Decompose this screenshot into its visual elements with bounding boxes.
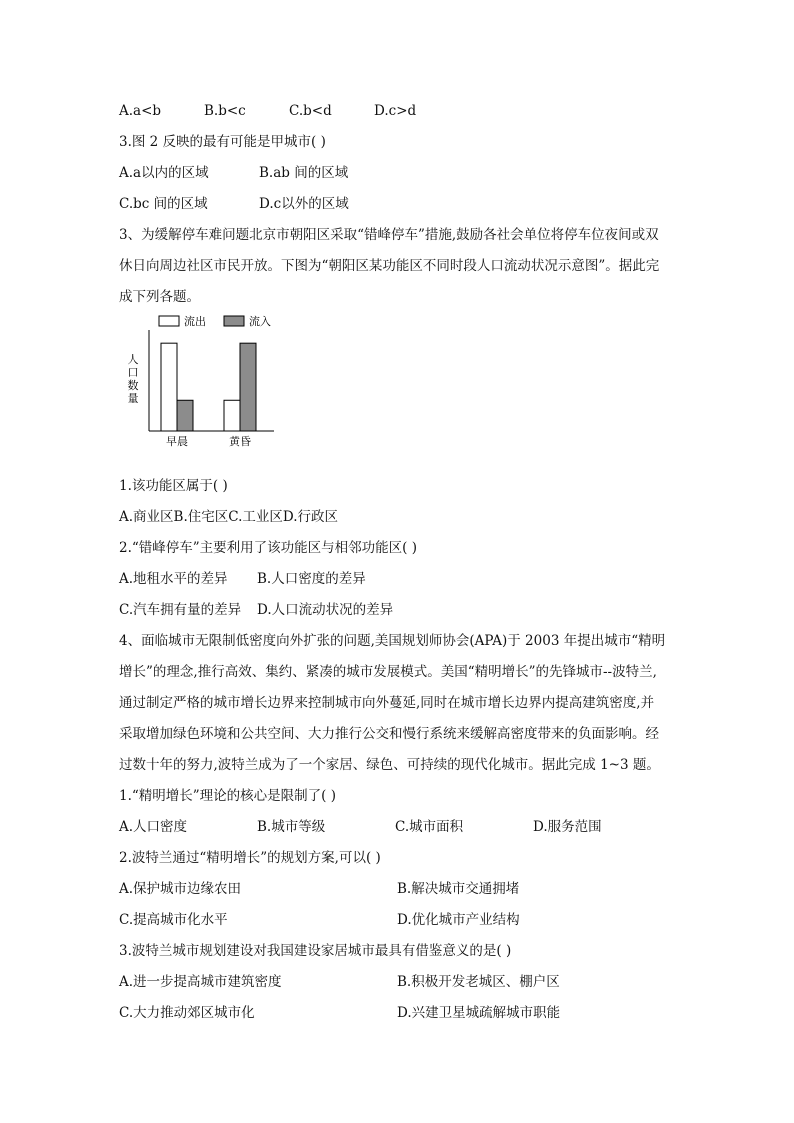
question-text: 1.“精明增长”理论的核心是限制了( ) [119,788,337,804]
legend-label-inflow: 流入 [249,315,271,328]
option-d: D.兴建卫星城疏解城市职能 [397,1005,561,1021]
legend-label-outflow: 流出 [184,315,206,328]
paragraph-line: 通过制定严格的城市增长边界来控制城市向外蔓延,同时在城市增长边界内提高建筑密度,并 [119,695,655,711]
bar-1-1 [240,343,256,431]
option-b: B.解决城市交通拥堵 [397,881,520,897]
answer-options-row [119,812,679,843]
population-flow-chart [119,313,679,471]
answer-options-row [119,595,679,626]
option-a: A.a<b [119,103,162,119]
question-text: 1.该功能区属于( ) [119,478,228,494]
question-text: 2.波特兰通过“精明增长”的规划方案,可以( ) [119,850,381,866]
answer-options-row [119,905,679,936]
answer-options-row [119,158,679,189]
answer-options-row [119,874,679,905]
option-b: B.b<c [204,103,246,119]
document-content [119,96,679,1029]
answer-options-row [119,96,679,127]
chart-svg [119,313,289,471]
option-d: D.人口流动状况的差异 [257,602,394,618]
bar-0-1 [177,400,193,431]
option-c: C.提高城市化水平 [119,912,228,928]
option-a: A.保护城市边缘农田 [119,881,242,897]
option-c: C.大力推动郊区城市化 [119,1005,255,1021]
option-b: B.ab 间的区域 [259,165,349,181]
option-b: B.积极开发老城区、棚户区 [397,974,560,990]
bar-0-0 [161,343,177,431]
y-axis-label: 人口数量 [127,353,139,405]
paragraph-line: 增长”的理念,推行高效、集约、紧凑的城市发展模式。美国“精明增长”的先锋城市--波特兰, [119,664,657,680]
x-tick-label: 黄昏 [229,435,251,448]
option-d: D.服务范围 [533,819,602,835]
option-b: B.人口密度的差异 [257,571,366,587]
option-d: D.优化城市产业结构 [397,912,520,928]
legend-swatch-outflow [159,316,179,326]
option-a: A.进一步提高城市建筑密度 [119,974,282,990]
bar-1-0 [224,400,240,431]
option-c: C.b<d [289,103,332,119]
option-a: A.地租水平的差异 [119,571,228,587]
question-text: 3.图 2 反映的最有可能是甲城市( ) [119,134,326,150]
option-c: C.bc 间的区域 [119,196,208,212]
paragraph-line: 过数十年的努力,波特兰成为了一个家居、绿色、可持续的现代化城市。据此完成 1~3 题。 [119,757,660,773]
paragraph-line: 成下列各题。 [119,289,200,305]
question-text: 2.“错峰停车”主要利用了该功能区与相邻功能区( ) [119,540,418,556]
question-text: 3.波特兰城市规划建设对我国建设家居城市最具有借鉴意义的是( ) [119,943,512,959]
paragraph-line: 休日向周边社区市民开放。下图为“朝阳区某功能区不同时段人口流动状况示意图”。据此完 [119,258,660,274]
legend-swatch-inflow [224,316,244,326]
paragraph-line: 3、为缓解停车难问题北京市朝阳区采取“错峰停车”措施,鼓励各社会单位将停车位夜间或双 [119,227,659,243]
answer-options-row: A.商业区B.住宅区C.工业区D.行政区 [119,509,339,525]
answer-options-row [119,998,679,1029]
paragraph-line: 采取增加绿色环境和公共空间、大力推行公交和慢行系统来缓解高密度带来的负面影响。经 [119,726,659,742]
option-d: D.c>d [374,103,417,119]
answer-options-row [119,967,679,998]
option-a: A.人口密度 [119,819,188,835]
answer-options-row [119,189,679,220]
paragraph-line: 4、面临城市无限制低密度向外扩张的问题,美国规划师协会(APA)于 2003 年提出城市“精明 [119,633,666,649]
option-c: C.城市面积 [395,819,464,835]
x-tick-label: 早晨 [166,435,188,448]
option-b: B.城市等级 [257,819,326,835]
option-c: C.汽车拥有量的差异 [119,602,242,618]
option-a: A.a以内的区域 [119,165,209,181]
option-d: D.c以外的区域 [259,196,349,212]
answer-options-row [119,564,679,595]
